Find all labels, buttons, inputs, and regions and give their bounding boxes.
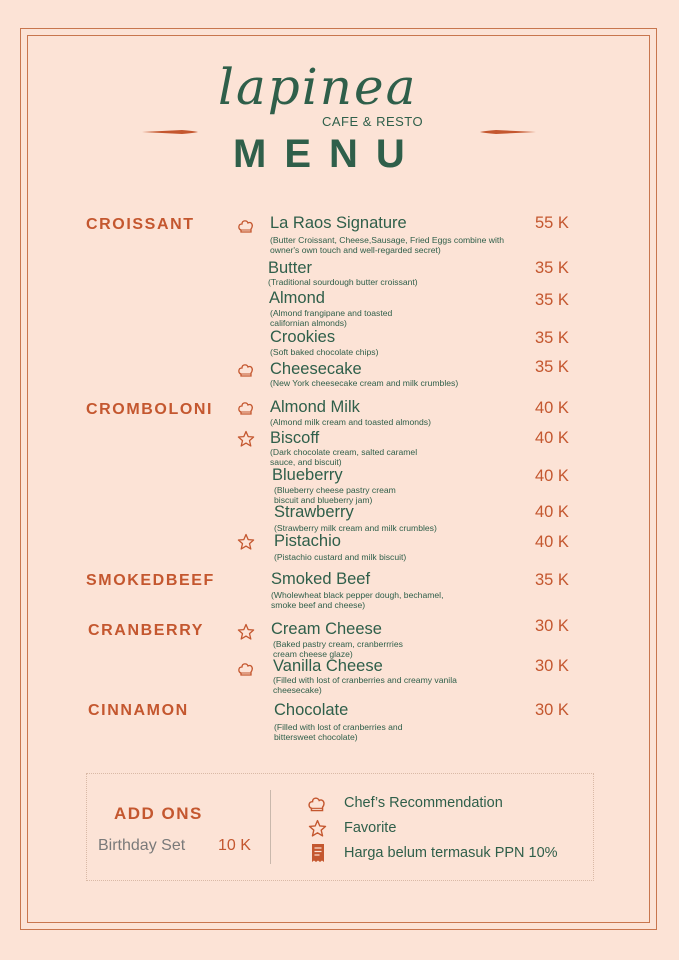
menu-item-price: 35 K (535, 571, 569, 589)
menu-item-price: 30 K (535, 657, 569, 675)
addon-item-name: Birthday Set (98, 837, 186, 854)
receipt-icon (309, 843, 327, 863)
brand-logo: lapinea (218, 58, 418, 116)
menu-item-description: (Strawberry milk cream and milk crumbles) (274, 523, 437, 533)
star-icon (237, 430, 255, 448)
menu-item-price: 35 K (535, 259, 569, 277)
menu-item-description: (Wholewheat black pepper dough, bechamel, smoke beef and cheese) (271, 590, 444, 610)
chef-hat-icon (237, 661, 255, 679)
category-cromboloni: CROMBOLONI (86, 401, 214, 418)
menu-item-description: (Filled with lost of cranberries and bittersweet chocolate) (274, 722, 403, 742)
menu-item-description: (Filled with lost of cranberries and creamy vanila cheesecake) (273, 675, 457, 695)
chef-hat-icon (237, 218, 255, 236)
menu-item-description: (Butter Croissant, Cheese,Sausage, Fried Eggs combine with owner's own touch and well-regarded secret) (270, 235, 505, 255)
chef-hat-icon (307, 795, 327, 815)
right-flourish-ornament (480, 126, 536, 138)
addon-item-price: 10 K (218, 837, 251, 854)
brand-tagline: CAFE & RESTO (322, 114, 424, 129)
menu-item-description: (Traditional sourdough butter croissant) (268, 277, 418, 287)
menu-item-description: (Dark chocolate cream, salted caramel sauce, and biscuit) (270, 447, 418, 467)
menu-item-description: (Soft baked chocolate chips) (270, 347, 379, 357)
menu-item-name: Cream Cheese (271, 620, 382, 638)
star-icon (237, 533, 255, 551)
star-icon (308, 819, 327, 838)
menu-item-price: 30 K (535, 701, 569, 719)
menu-title: MENU (233, 132, 423, 176)
chef-hat-icon (237, 362, 255, 380)
menu-item-name: Almond Milk (270, 398, 360, 416)
category-cranberry: CRANBERRY (88, 622, 205, 639)
menu-item-price: 35 K (535, 291, 569, 309)
menu-item-name: Strawberry (274, 503, 354, 521)
menu-item-description: (Almond frangipane and toasted californian almonds) (270, 308, 393, 328)
addons-panel (86, 773, 594, 881)
menu-item-name: Almond (269, 289, 325, 307)
menu-item-price: 40 K (535, 503, 569, 521)
menu-item-description: (Blueberry cheese pastry cream biscuit and blueberry jam) (274, 485, 396, 505)
category-cinnamon: CINNAMON (88, 702, 189, 719)
menu-item-name: Smoked Beef (271, 570, 371, 588)
legend-tax-note: Harga belum termasuk PPN 10% (344, 845, 558, 861)
menu-item-price: 40 K (535, 429, 569, 447)
left-flourish-ornament (142, 126, 198, 138)
menu-item-price: 35 K (535, 358, 569, 376)
menu-item-price: 30 K (535, 617, 569, 635)
menu-item-description: (Pistachio custard and milk biscuit) (274, 552, 407, 562)
chef-hat-icon (237, 400, 255, 418)
category-croissant: CROISSANT (86, 216, 195, 233)
addons-divider (270, 790, 271, 864)
menu-item-description: (New York cheesecake cream and milk crumbles) (270, 378, 459, 388)
legend-favorite: Favorite (344, 820, 397, 836)
menu-item-name: Cheesecake (270, 360, 362, 378)
menu-item-name: Butter (268, 259, 313, 277)
category-smokedbeef: SMOKEDBEEF (86, 572, 215, 589)
menu-item-name: Blueberry (272, 466, 343, 484)
menu-item-name: Crookies (270, 328, 336, 346)
star-icon (237, 623, 255, 641)
menu-item-price: 35 K (535, 329, 569, 347)
menu-item-price: 40 K (535, 399, 569, 417)
menu-item-price: 55 K (535, 214, 569, 232)
menu-item-description: (Baked pastry cream, cranberrries cream cheese glaze) (273, 639, 403, 659)
addons-title: ADD ONS (114, 804, 203, 823)
legend-chef-recommendation: Chef’s Recommendation (344, 795, 503, 811)
menu-item-name: Pistachio (274, 532, 341, 550)
menu-item-name: Vanilla Cheese (273, 657, 383, 675)
menu-item-name: La Raos Signature (270, 214, 407, 232)
menu-item-name: Chocolate (274, 701, 349, 719)
menu-item-description: (Almond milk cream and toasted almonds) (270, 417, 431, 427)
menu-item-price: 40 K (535, 467, 569, 485)
menu-item-name: Biscoff (270, 429, 320, 447)
menu-item-price: 40 K (535, 533, 569, 551)
